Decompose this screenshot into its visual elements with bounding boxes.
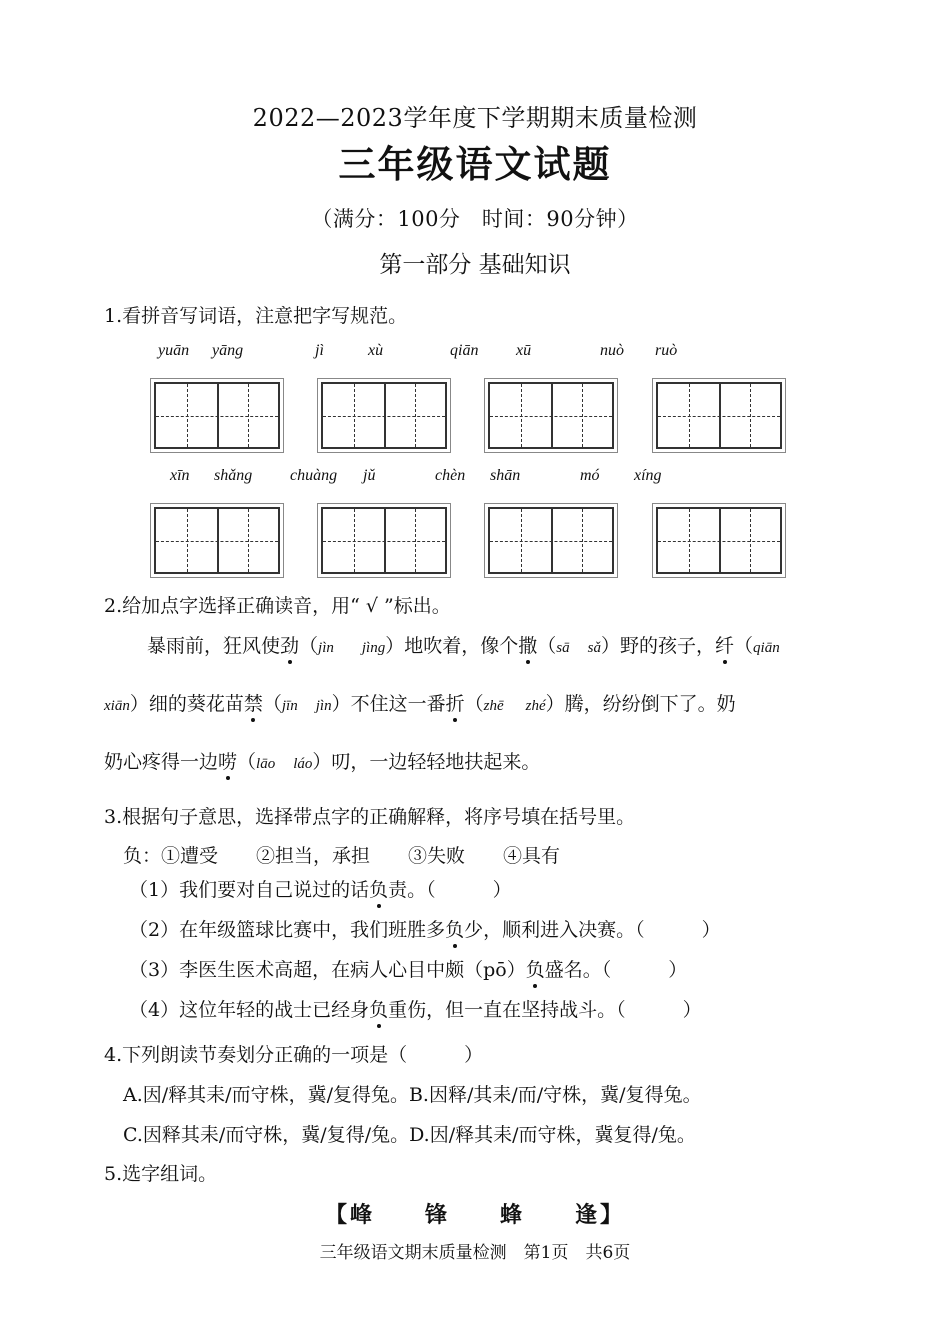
q3-sentence-4 — [129, 995, 702, 1022]
pinyin: qiān — [450, 342, 479, 359]
sentence-text: （2）在年级篮球比赛中，我们班胜多 — [129, 919, 446, 941]
question-5-prompt: 5.选字组词。 — [104, 1163, 218, 1185]
dotted-char: 负 — [369, 999, 389, 1021]
pinyin-option[interactable]: láo — [293, 756, 313, 772]
pinyin: ruò — [655, 342, 678, 359]
writing-grid[interactable] — [317, 378, 451, 453]
question-4-prompt: 4.下列朗读节奏划分正确的一项是（ ） — [104, 1044, 484, 1066]
writing-grid[interactable] — [484, 378, 618, 453]
q2-passage-line-1: 暴雨前，狂风使劲（jìn jìng）地吹着，像个撒（sā sǎ）野的孩子，纤（qiān — [147, 635, 780, 657]
section-title: 第一部分 基础知识 — [379, 252, 571, 278]
passage-text: 暴雨前，狂风使 — [147, 635, 281, 657]
passage-text: 奶心疼得一边 — [104, 751, 219, 773]
pinyin-option[interactable]: sǎ — [587, 640, 601, 656]
passage-text: 地吹着，像个 — [404, 635, 519, 657]
q4-choices-a-b[interactable]: A.因/释其耒/而守株，冀/复得兔。B.因释/其耒/而/守株，冀/复得兔。 — [123, 1084, 702, 1106]
dotted-char: 负 — [445, 919, 465, 941]
pinyin-option[interactable]: zhē — [483, 698, 504, 714]
dotted-char: 唠 — [218, 751, 238, 773]
passage-text: 腾，纷纷倒下了。奶 — [564, 693, 736, 715]
dotted-char: 折 — [445, 693, 465, 715]
pinyin-option[interactable]: qiān — [753, 640, 780, 656]
pinyin-option[interactable]: xiān — [104, 698, 130, 714]
pinyin: xū — [516, 342, 532, 359]
answer-blank[interactable]: 责。（ ） — [388, 879, 512, 901]
pinyin-option[interactable]: sā — [556, 640, 570, 656]
dotted-char: 纤 — [715, 635, 735, 657]
pinyin: jì — [315, 342, 324, 359]
exam-main-title: 三年级语文试题 — [338, 143, 612, 186]
pinyin-option[interactable]: jìn — [315, 698, 332, 714]
dotted-char: 负 — [525, 959, 545, 981]
pinyin: shān — [490, 467, 521, 484]
pinyin: xíng — [634, 467, 662, 484]
pinyin: chuàng — [290, 467, 338, 484]
pinyin-option[interactable]: jīn — [281, 698, 298, 714]
q3-sentence-2 — [129, 915, 721, 942]
dotted-char: 负 — [369, 879, 389, 901]
sentence-text: （1）我们要对自己说过的话 — [129, 879, 370, 901]
pinyin: shǎng — [214, 467, 253, 484]
pinyin: yuān — [158, 342, 190, 359]
dotted-char: 劲 — [280, 635, 300, 657]
passage-text: 不住这一番 — [350, 693, 446, 715]
q5-character-options: 【峰 锋 蜂 逢】 — [324, 1202, 625, 1228]
q3-sentence-3 — [129, 955, 687, 982]
q3-sentence-1 — [129, 875, 512, 902]
answer-blank[interactable]: 盛名。（ ） — [544, 959, 688, 981]
exam-year-title: 2022—2023学年度下学期期末质量检测 — [252, 104, 698, 132]
q3-options: 负：①遭受 ②担当，承担 ③失败 ④具有 — [123, 845, 561, 867]
pinyin: jǔ — [363, 467, 376, 484]
writing-grid[interactable] — [652, 378, 786, 453]
score-time-info: （满分：100分 时间：90分钟） — [311, 207, 639, 231]
passage-text: 野的孩子， — [620, 635, 716, 657]
q2-passage-line-2: xiān）细的葵花苗禁（jīn jìn）不住这一番折（zhē zhé）腾，纷纷倒下了。奶 — [104, 693, 736, 715]
q4-choices-c-d[interactable]: C.因释其耒/而守株，冀/复得/兔。D.因/释其耒/而守株，冀复得/兔。 — [123, 1124, 696, 1146]
pinyin: xù — [368, 342, 384, 359]
pinyin-option[interactable]: lāo — [256, 756, 276, 772]
pinyin: nuò — [600, 342, 624, 359]
writing-grid[interactable] — [652, 503, 786, 578]
page-footer: 三年级语文期末质量检测 第1页 共6页 — [319, 1243, 631, 1263]
question-3-prompt: 3.根据句子意思，选择带点字的正确解释，将序号填在括号里。 — [104, 806, 636, 828]
pinyin: chèn — [435, 467, 466, 484]
sentence-text: （4）这位年轻的战士已经身 — [129, 999, 370, 1021]
dotted-char: 禁 — [243, 693, 263, 715]
pinyin: yāng — [212, 342, 244, 359]
pinyin-option[interactable]: jìn — [318, 640, 334, 656]
dotted-char: 撒 — [518, 635, 538, 657]
pinyin: xīn — [170, 467, 190, 484]
passage-text: 细的葵花苗 — [148, 693, 244, 715]
passage-text: 叨，一边轻轻地扶起来。 — [331, 751, 541, 773]
writing-grid[interactable] — [317, 503, 451, 578]
writing-grid[interactable] — [484, 503, 618, 578]
question-2-prompt: 2.给加点字选择正确读音，用“ √ ”标出。 — [104, 595, 451, 617]
pinyin-option[interactable]: jìng — [361, 640, 386, 656]
sentence-text: （3）李医生医术高超，在病人心目中颇（pō） — [129, 959, 526, 981]
answer-blank[interactable]: 重伤，但一直在坚持战斗。（ ） — [388, 999, 702, 1021]
question-1-prompt: 1.看拼音写词语，注意把字写规范。 — [104, 305, 408, 327]
pinyin: mó — [580, 467, 600, 484]
answer-blank[interactable]: 少，顺利进入决赛。（ ） — [464, 919, 721, 941]
writing-grid[interactable] — [150, 503, 284, 578]
writing-grid[interactable] — [150, 378, 284, 453]
q2-passage-line-3: 奶心疼得一边唠（lāo láo）叨，一边轻轻地扶起来。 — [104, 751, 541, 773]
pinyin-option[interactable]: zhé — [525, 698, 546, 714]
